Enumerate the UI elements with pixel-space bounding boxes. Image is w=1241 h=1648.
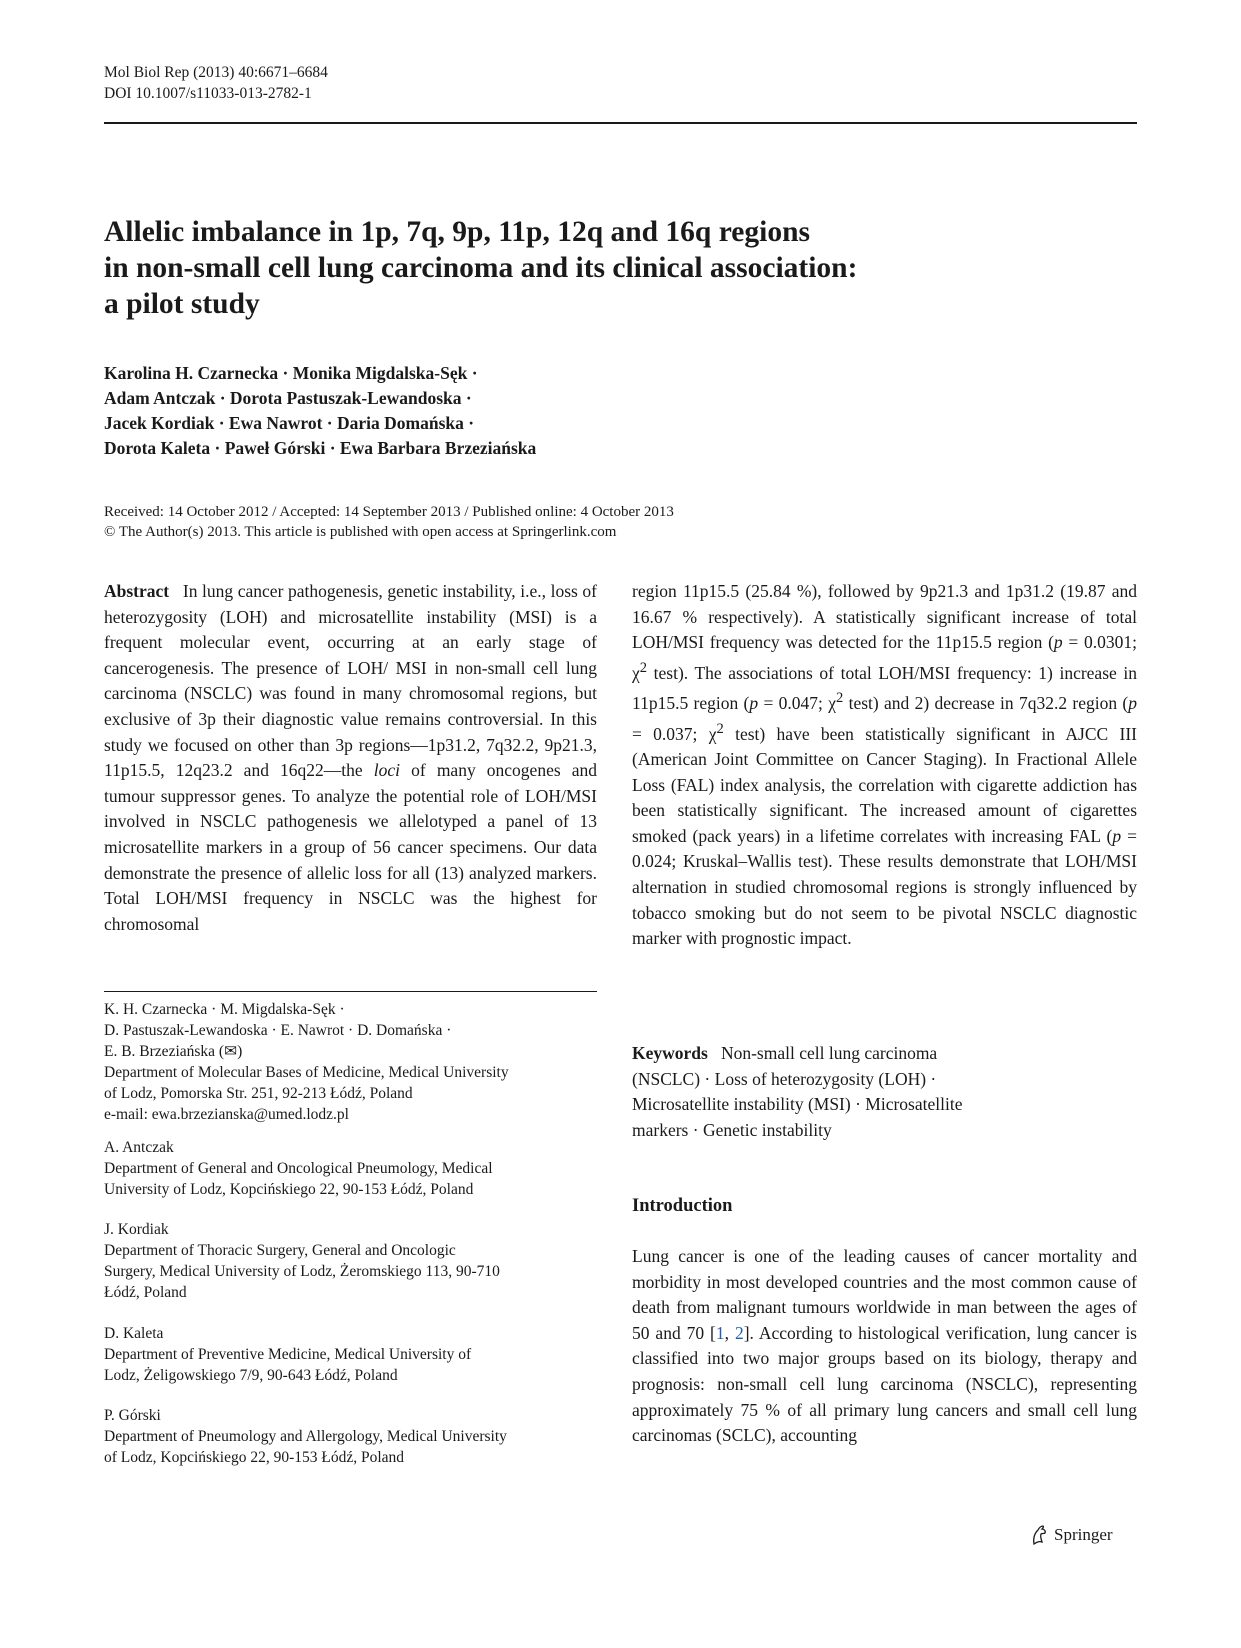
- p-symbol: p: [1128, 693, 1137, 714]
- title-line: a pilot study: [104, 288, 260, 320]
- affiliation-line: A. Antczak: [104, 1139, 174, 1156]
- author-line: Jacek Kordiak · Ewa Nawrot · Daria Domańska ·: [104, 413, 475, 433]
- author-line: Dorota Kaleta · Paweł Górski · Ewa Barbara Brzeziańska: [104, 438, 537, 458]
- title-line: in non-small cell lung carcinoma and its clinical association:: [104, 252, 858, 284]
- abstract-text: In lung cancer pathogenesis, genetic instability, i.e., loss of heterozygosity (LOH) and microsatellite instability (MSI) is a frequent molecular event, occurring at an early stage of cancerogenesis. The presence of LOH/ MSI in non-small cell lung carcinoma (NSCLC) was found in many chromosomal regions, but exclusive of 3p their diagnostic value remains controversial. In this study we focused on other than 3p regions—1p31.2, 7q32.2, 9p21.3, 11p15.5, 12q23.2 and 16q22—the: [104, 581, 597, 781]
- springer-horse-icon: [1030, 1524, 1048, 1546]
- publisher-name: Springer: [1054, 1525, 1113, 1544]
- affiliation-line: D. Kaleta: [104, 1325, 164, 1342]
- author-list: [104, 361, 536, 461]
- copyright-line: © The Author(s) 2013. This article is published with open access at Springerlink.com: [104, 524, 617, 540]
- affiliation-line: of Lodz, Pomorska Str. 251, 92-213 Łódź, Poland: [104, 1085, 413, 1102]
- abstract-text: of many oncogenes and tumour suppressor genes. To analyze the potential role of LOH/MSI involved in NSCLC pathogenesis we allelotyped a panel of 13 microsatellite markers in a group of 56 cancer specimens. Our data demonstrate the presence of allelic loss for all (13) analyzed markers. Total LOH/MSI frequency in NSCLC was the highest for chromosomal: [104, 760, 598, 934]
- header-rule: [104, 122, 1137, 124]
- abstract-text: test). The associations of total LOH/MSI frequency: 1) increase in 11p15.5 region (: [632, 662, 1137, 714]
- affiliation-line: Department of Thoracic Surgery, General and Oncologic: [104, 1242, 456, 1259]
- publication-dates: [104, 502, 674, 542]
- affiliation-line: D. Pastuszak-Lewandoska · E. Nawrot · D. Domańska ·: [104, 1022, 452, 1039]
- affiliation-line: Lodz, Żeligowskiego 7/9, 90-643 Łódź, Poland: [104, 1367, 398, 1384]
- title-line: Allelic imbalance in 1p, 7q, 9p, 11p, 12q and 16q regions: [104, 216, 810, 248]
- journal-header: [104, 62, 328, 104]
- affiliation-line: P. Górski: [104, 1407, 161, 1424]
- abstract-text: = 0.024; Kruskal–Wallis test). These results demonstrate that LOH/MSI alternation in studied chromosomal regions is strongly influenced by tobacco smoking but do not seem to be pivotal NSCLC diagnostic marker with prognostic impact.: [632, 825, 1137, 949]
- introduction-text: [632, 1244, 1137, 1449]
- intro-text: Lung cancer is one of the leading causes of cancer mortality and morbidity in most developed countries and the most common cause of death from malignant tumours worldwide in man between the ages of 50 and 70 [: [632, 1246, 1137, 1343]
- keyword-line: (NSCLC) · Loss of heterozygosity (LOH) ·: [632, 1068, 937, 1089]
- affiliation-line: Department of General and Oncological Pneumology, Medical: [104, 1160, 493, 1177]
- superscript: 2: [639, 659, 648, 676]
- superscript: 2: [835, 690, 844, 707]
- p-symbol: p: [1112, 825, 1122, 846]
- abstract-right-column: [632, 579, 1137, 952]
- abstract-text: region 11p15.5 (25.84 %), followed by 9p21.3 and 1p31.2 (19.87 and 16.67 % respectively). A statistically significant increase of total LOH/MSI frequency was detected for the 11p15.5 region (: [632, 581, 1137, 653]
- keyword-line: markers · Genetic instability: [632, 1119, 832, 1140]
- affiliation-line: Department of Preventive Medicine, Medical University of: [104, 1346, 472, 1363]
- affiliation-line: Department of Molecular Bases of Medicine, Medical University: [104, 1064, 509, 1081]
- affiliation-line: University of Lodz, Kopcińskiego 22, 90-153 Łódź, Poland: [104, 1181, 474, 1198]
- p-symbol: p: [1053, 632, 1063, 653]
- keyword-line: Microsatellite instability (MSI) · Microsatellite: [632, 1094, 963, 1115]
- affiliation-line: Department of Pneumology and Allergology, Medical University: [104, 1428, 507, 1445]
- affiliation-line: E. B. Brzeziańska (✉): [104, 1043, 243, 1060]
- email-line: e-mail: ewa.brzezianska@umed.lodz.pl: [104, 1106, 349, 1123]
- affiliation-line: K. H. Czarnecka · M. Migdalska-Sęk ·: [104, 1001, 345, 1018]
- publisher-footer: [1030, 1524, 1113, 1546]
- affiliation-block: [104, 1219, 500, 1303]
- abstract-text: = 0.0301; χ: [632, 632, 1137, 683]
- ref-separator: ,: [724, 1322, 735, 1343]
- abstract-loci: loci: [373, 760, 401, 781]
- affiliation-block: [104, 999, 509, 1125]
- abstract-text: test) and 2) decrease in 7q32.2 region (: [843, 693, 1129, 714]
- article-title: [104, 214, 1104, 322]
- abstract-text: = 0.047; χ: [758, 693, 836, 714]
- dates-line: Received: 14 October 2012 / Accepted: 14 September 2013 / Published online: 4 October 2013: [104, 504, 674, 520]
- abstract-text: test) have been statistically significant in AJCC III (American Joint Committee on Cancer Staging). In Fractional Allele Loss (FAL) index analysis, the correlation with cigarette addiction has been statistically significant. The increased amount of cigarettes smoked (pack years) in a lifetime correlates with increasing FAL (: [632, 723, 1137, 846]
- affiliation-line: Surgery, Medical University of Lodz, Żeromskiego 113, 90-710: [104, 1263, 500, 1280]
- affiliation-block: [104, 1137, 493, 1200]
- intro-text: ]. According to histological verification, lung cancer is classified into two major groups based on its biology, therapy and prognosis: non-small cell lung carcinoma (NSCLC), representing approximately 75 % of all primary lung cancers and small cell lung carcinomas (SCLC), accounting: [632, 1322, 1137, 1446]
- keywords: [632, 1041, 1137, 1143]
- p-symbol: p: [749, 693, 759, 714]
- keywords-heading: Keywords: [632, 1043, 708, 1063]
- reference-link[interactable]: 2: [734, 1322, 744, 1343]
- abstract-text: = 0.037; χ: [632, 723, 717, 744]
- affiliation-line: Łódź, Poland: [104, 1284, 187, 1301]
- abstract-left-column: [104, 579, 597, 937]
- author-line: Karolina H. Czarnecka · Monika Migdalska-Sęk ·: [104, 363, 478, 383]
- abstract-heading: Abstract: [104, 581, 170, 601]
- doi: DOI 10.1007/s11033-013-2782-1: [104, 85, 312, 102]
- reference-link[interactable]: 1: [715, 1322, 725, 1343]
- superscript: 2: [716, 720, 724, 737]
- introduction-heading: Introduction: [632, 1196, 733, 1216]
- affiliation-line: of Lodz, Kopcińskiego 22, 90-153 Łódź, Poland: [104, 1449, 405, 1466]
- affiliation-line: J. Kordiak: [104, 1221, 169, 1238]
- affiliation-block: [104, 1405, 507, 1468]
- journal-citation: Mol Biol Rep (2013) 40:6671–6684: [104, 64, 328, 81]
- keyword-line: Non-small cell lung carcinoma: [720, 1043, 938, 1063]
- affiliation-block: [104, 1323, 471, 1386]
- footnote-rule: [104, 991, 597, 992]
- author-line: Adam Antczak · Dorota Pastuszak-Lewandoska ·: [104, 388, 472, 408]
